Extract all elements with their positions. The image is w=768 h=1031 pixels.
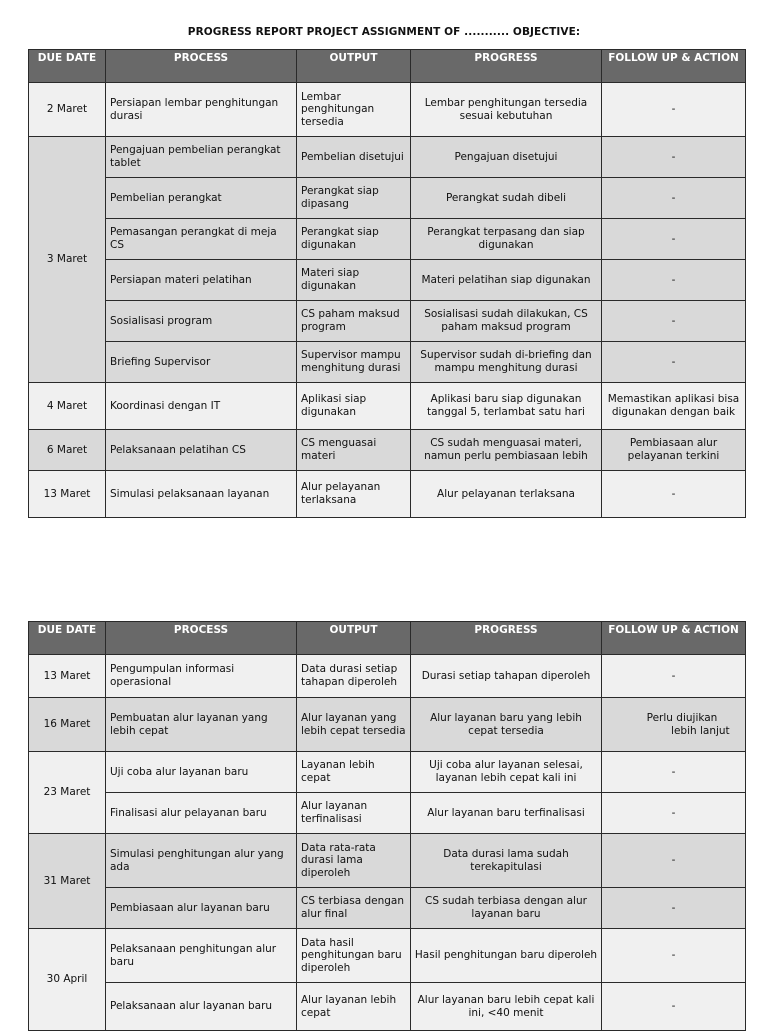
output-cell: Materi siap digunakan (297, 260, 411, 301)
output-cell: Perangkat siap digunakan (297, 219, 411, 260)
table-row (29, 834, 746, 888)
process-cell: Finalisasi alur pelayanan baru (106, 793, 297, 834)
follow-up-cell: - (602, 260, 746, 301)
progress-cell: CS sudah menguasai materi, namun perlu pembiasaan lebih (411, 430, 602, 471)
process-cell: Uji coba alur layanan baru (106, 752, 297, 793)
due-date-cell: 3 Maret (29, 137, 106, 383)
table-row (29, 178, 746, 219)
output-cell: Alur layanan terfinalisasi (297, 793, 411, 834)
process-cell: Pelaksanaan pelatihan CS (106, 430, 297, 471)
progress-cell: Alur layanan baru terfinalisasi (411, 793, 602, 834)
due-date-cell: 13 Maret (29, 471, 106, 518)
header-process: PROCESS (106, 50, 297, 83)
table-row (29, 137, 746, 178)
output-cell: CS terbiasa dengan alur final (297, 888, 411, 929)
header-due-date: DUE DATE (29, 50, 106, 83)
output-cell: Layanan lebih cepat (297, 752, 411, 793)
progress-table-1 (28, 49, 746, 518)
follow-up-cell: - (602, 983, 746, 1031)
process-cell: Koordinasi dengan IT (106, 383, 297, 430)
progress-cell: Alur pelayanan terlaksana (411, 471, 602, 518)
due-date-cell: 31 Maret (29, 834, 106, 929)
table-row (29, 342, 746, 383)
follow-up-cell: - (602, 471, 746, 518)
follow-up-cell: Memastikan aplikasi bisa digunakan dengan baik (602, 383, 746, 430)
output-cell: Data rata-rata durasi lama diperoleh (297, 834, 411, 888)
process-cell: Pengumpulan informasi operasional (106, 655, 297, 698)
table-row (29, 793, 746, 834)
follow-up-cell: Pembiasaan alur pelayanan terkini (602, 430, 746, 471)
table-row (29, 430, 746, 471)
progress-cell: CS sudah terbiasa dengan alur layanan baru (411, 888, 602, 929)
follow-up-cell: - (602, 929, 746, 983)
header-row (29, 622, 746, 655)
header-progress: PROGRESS (411, 50, 602, 83)
output-cell: Aplikasi siap digunakan (297, 383, 411, 430)
process-cell: Persiapan materi pelatihan (106, 260, 297, 301)
table-row (29, 752, 746, 793)
output-cell: Lembar penghitungan tersedia (297, 83, 411, 137)
output-cell: Alur layanan yang lebih cepat tersedia (297, 698, 411, 752)
table-row (29, 383, 746, 430)
header-due-date: DUE DATE (29, 622, 106, 655)
table-row (29, 260, 746, 301)
due-date-cell: 2 Maret (29, 83, 106, 137)
follow-up-cell: - (602, 137, 746, 178)
progress-cell: Lembar penghitungan tersedia sesuai kebutuhan (411, 83, 602, 137)
process-cell: Pembuatan alur layanan yang lebih cepat (106, 698, 297, 752)
follow-up-cell: - (602, 888, 746, 929)
header-follow-up: FOLLOW UP & ACTION (602, 50, 746, 83)
output-cell: Data hasil penghitungan baru diperoleh (297, 929, 411, 983)
process-cell: Pembiasaan alur layanan baru (106, 888, 297, 929)
due-date-cell: 6 Maret (29, 430, 106, 471)
progress-cell: Alur layanan baru lebih cepat kali ini, <40 menit (411, 983, 602, 1031)
due-date-cell: 16 Maret (29, 698, 106, 752)
progress-cell: Hasil penghitungan baru diperoleh (411, 929, 602, 983)
progress-cell: Materi pelatihan siap digunakan (411, 260, 602, 301)
header-process: PROCESS (106, 622, 297, 655)
process-cell: Pelaksanaan penghitungan alur baru (106, 929, 297, 983)
follow-up-cell: - (602, 301, 746, 342)
process-cell: Sosialisasi program (106, 301, 297, 342)
progress-cell: Aplikasi baru siap digunakan tanggal 5, terlambat satu hari (411, 383, 602, 430)
follow-up-cell: - (602, 219, 746, 260)
output-cell: Alur pelayanan terlaksana (297, 471, 411, 518)
table-row (29, 655, 746, 698)
progress-table-2 (28, 621, 746, 1031)
report-title: PROGRESS REPORT PROJECT ASSIGNMENT OF ........... OBJECTIVE: (187, 26, 581, 38)
progress-cell: Uji coba alur layanan selesai, layanan lebih cepat kali ini (411, 752, 602, 793)
follow-up-cell: - (602, 342, 746, 383)
process-cell: Pembelian perangkat (106, 178, 297, 219)
table-row (29, 698, 746, 752)
due-date-cell: 13 Maret (29, 655, 106, 698)
due-date-cell: 30 April (29, 929, 106, 1031)
process-cell: Pelaksanaan alur layanan baru (106, 983, 297, 1031)
follow-up-cell: Perlu diujikan lebih lanjut (602, 698, 746, 752)
table-row (29, 219, 746, 260)
output-cell: Supervisor mampu menghitung durasi (297, 342, 411, 383)
due-date-cell: 4 Maret (29, 383, 106, 430)
follow-up-cell: - (602, 834, 746, 888)
follow-up-cell: - (602, 178, 746, 219)
table-row (29, 929, 746, 983)
output-cell: Alur layanan lebih cepat (297, 983, 411, 1031)
follow-up-cell: - (602, 655, 746, 698)
progress-cell: Alur layanan baru yang lebih cepat tersedia (411, 698, 602, 752)
process-cell: Briefing Supervisor (106, 342, 297, 383)
output-cell: CS paham maksud program (297, 301, 411, 342)
follow-up-cell: - (602, 752, 746, 793)
follow-up-cell: - (602, 83, 746, 137)
progress-cell: Data durasi lama sudah terekapitulasi (411, 834, 602, 888)
output-cell: CS menguasai materi (297, 430, 411, 471)
progress-cell: Sosialisasi sudah dilakukan, CS paham maksud program (411, 301, 602, 342)
process-cell: Persiapan lembar penghitungan durasi (106, 83, 297, 137)
progress-cell: Perangkat terpasang dan siap digunakan (411, 219, 602, 260)
progress-cell: Supervisor sudah di-briefing dan mampu menghitung durasi (411, 342, 602, 383)
header-row (29, 50, 746, 83)
table-row (29, 983, 746, 1031)
due-date-cell: 23 Maret (29, 752, 106, 834)
table-row (29, 471, 746, 518)
header-output: OUTPUT (297, 622, 411, 655)
process-cell: Simulasi penghitungan alur yang ada (106, 834, 297, 888)
process-cell: Simulasi pelaksanaan layanan (106, 471, 297, 518)
output-cell: Pembelian disetujui (297, 137, 411, 178)
output-cell: Data durasi setiap tahapan diperoleh (297, 655, 411, 698)
progress-cell: Pengajuan disetujui (411, 137, 602, 178)
progress-cell: Durasi setiap tahapan diperoleh (411, 655, 602, 698)
header-progress: PROGRESS (411, 622, 602, 655)
output-cell: Perangkat siap dipasang (297, 178, 411, 219)
progress-cell: Perangkat sudah dibeli (411, 178, 602, 219)
table-row (29, 83, 746, 137)
process-cell: Pemasangan perangkat di meja CS (106, 219, 297, 260)
header-output: OUTPUT (297, 50, 411, 83)
header-follow-up: FOLLOW UP & ACTION (602, 622, 746, 655)
table-row (29, 888, 746, 929)
follow-up-cell: - (602, 793, 746, 834)
process-cell: Pengajuan pembelian perangkat tablet (106, 137, 297, 178)
table-row (29, 301, 746, 342)
